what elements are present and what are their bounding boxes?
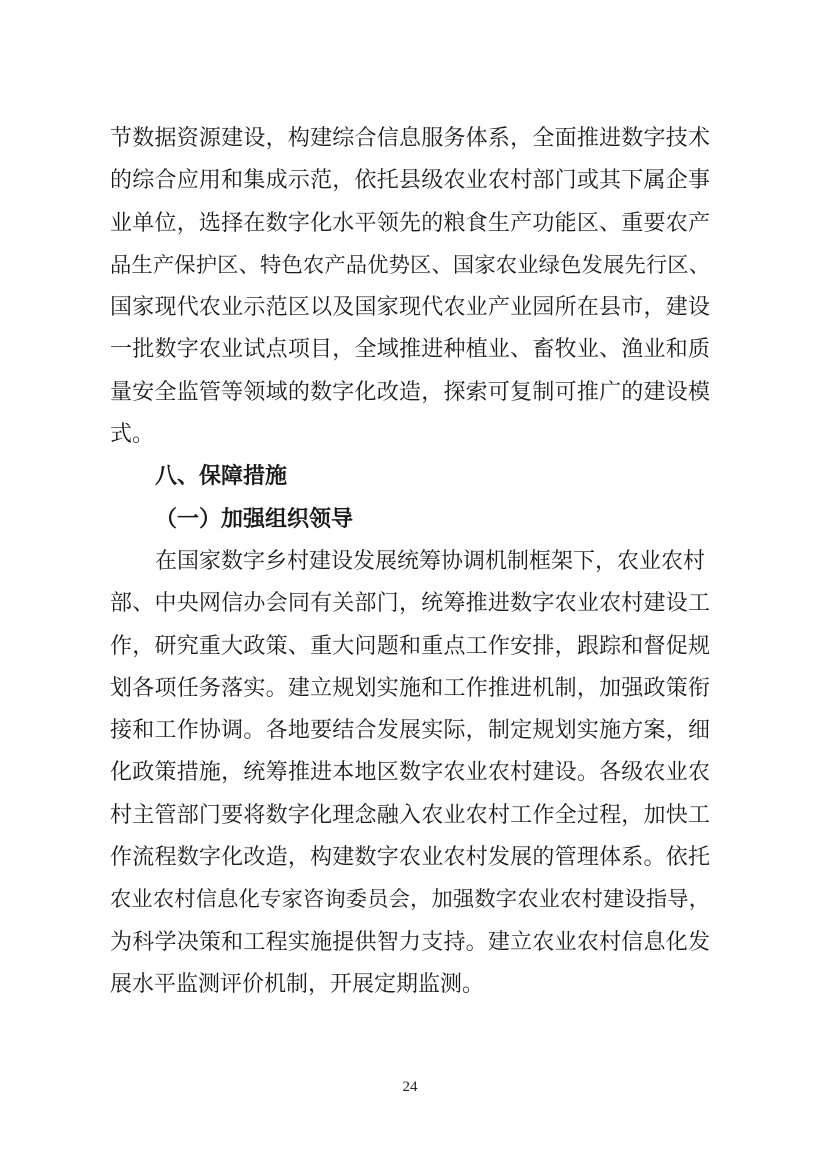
text-line: 化政策措施，统筹推进本地区数字农业农村建设。各级农业农	[110, 759, 710, 785]
document-text-block	[110, 117, 710, 1005]
text-line: 村主管部门要将数字化理念融入农业农村工作全过程，加快工	[110, 801, 710, 827]
text-line: 农业农村信息化专家咨询委员会，加强数字农业农村建设指导，	[110, 887, 710, 912]
text-line: 作流程数字化改造，构建数字农业农村发展的管理体系。依托	[110, 844, 710, 870]
text-line: 接和工作协调。各地要结合发展实际，制定规划实施方案，细	[110, 717, 710, 743]
section-heading: 八、保障措施	[155, 463, 288, 489]
text-line: 为科学决策和工程实施提供智力支持。建立农业农村信息化发	[110, 928, 710, 954]
text-line: 节数据资源建设，构建综合信息服务体系，全面推进数字技术	[110, 125, 710, 150]
text-line: 业单位，选择在数字化水平领先的粮食生产功能区、重要农产	[110, 209, 710, 235]
text-line: 品生产保护区、特色农产品优势区、国家农业绿色发展先行区、	[110, 252, 710, 277]
text-line: 的综合应用和集成示范，依托县级农业农村部门或其下属企事	[110, 167, 710, 193]
subsection-heading: （一）加强组织领导	[155, 505, 354, 531]
text-line: 展水平监测评价机制，开展定期监测。	[110, 970, 485, 996]
text-line: 量安全监管等领域的数字化改造，探索可复制可推广的建设模	[110, 378, 710, 404]
text-line: 划各项任务落实。建立规划实施和工作推进机制，加强政策衔	[110, 674, 710, 700]
text-line: 一批数字农业试点项目，全域推进种植业、畜牧业、渔业和质	[110, 336, 710, 362]
text-line: 国家现代农业示范区以及国家现代农业产业园所在县市，建设	[110, 294, 710, 320]
page-number: 24	[402, 1079, 418, 1095]
text-line: 在国家数字乡村建设发展统筹协调机制框架下，农业农村	[155, 547, 706, 573]
text-line: 式。	[110, 421, 155, 447]
text-line: 部、中央网信办会同有关部门，统筹推进数字农业农村建设工	[110, 590, 710, 616]
text-line: 作，研究重大政策、重大问题和重点工作安排，跟踪和督促规	[110, 632, 710, 658]
